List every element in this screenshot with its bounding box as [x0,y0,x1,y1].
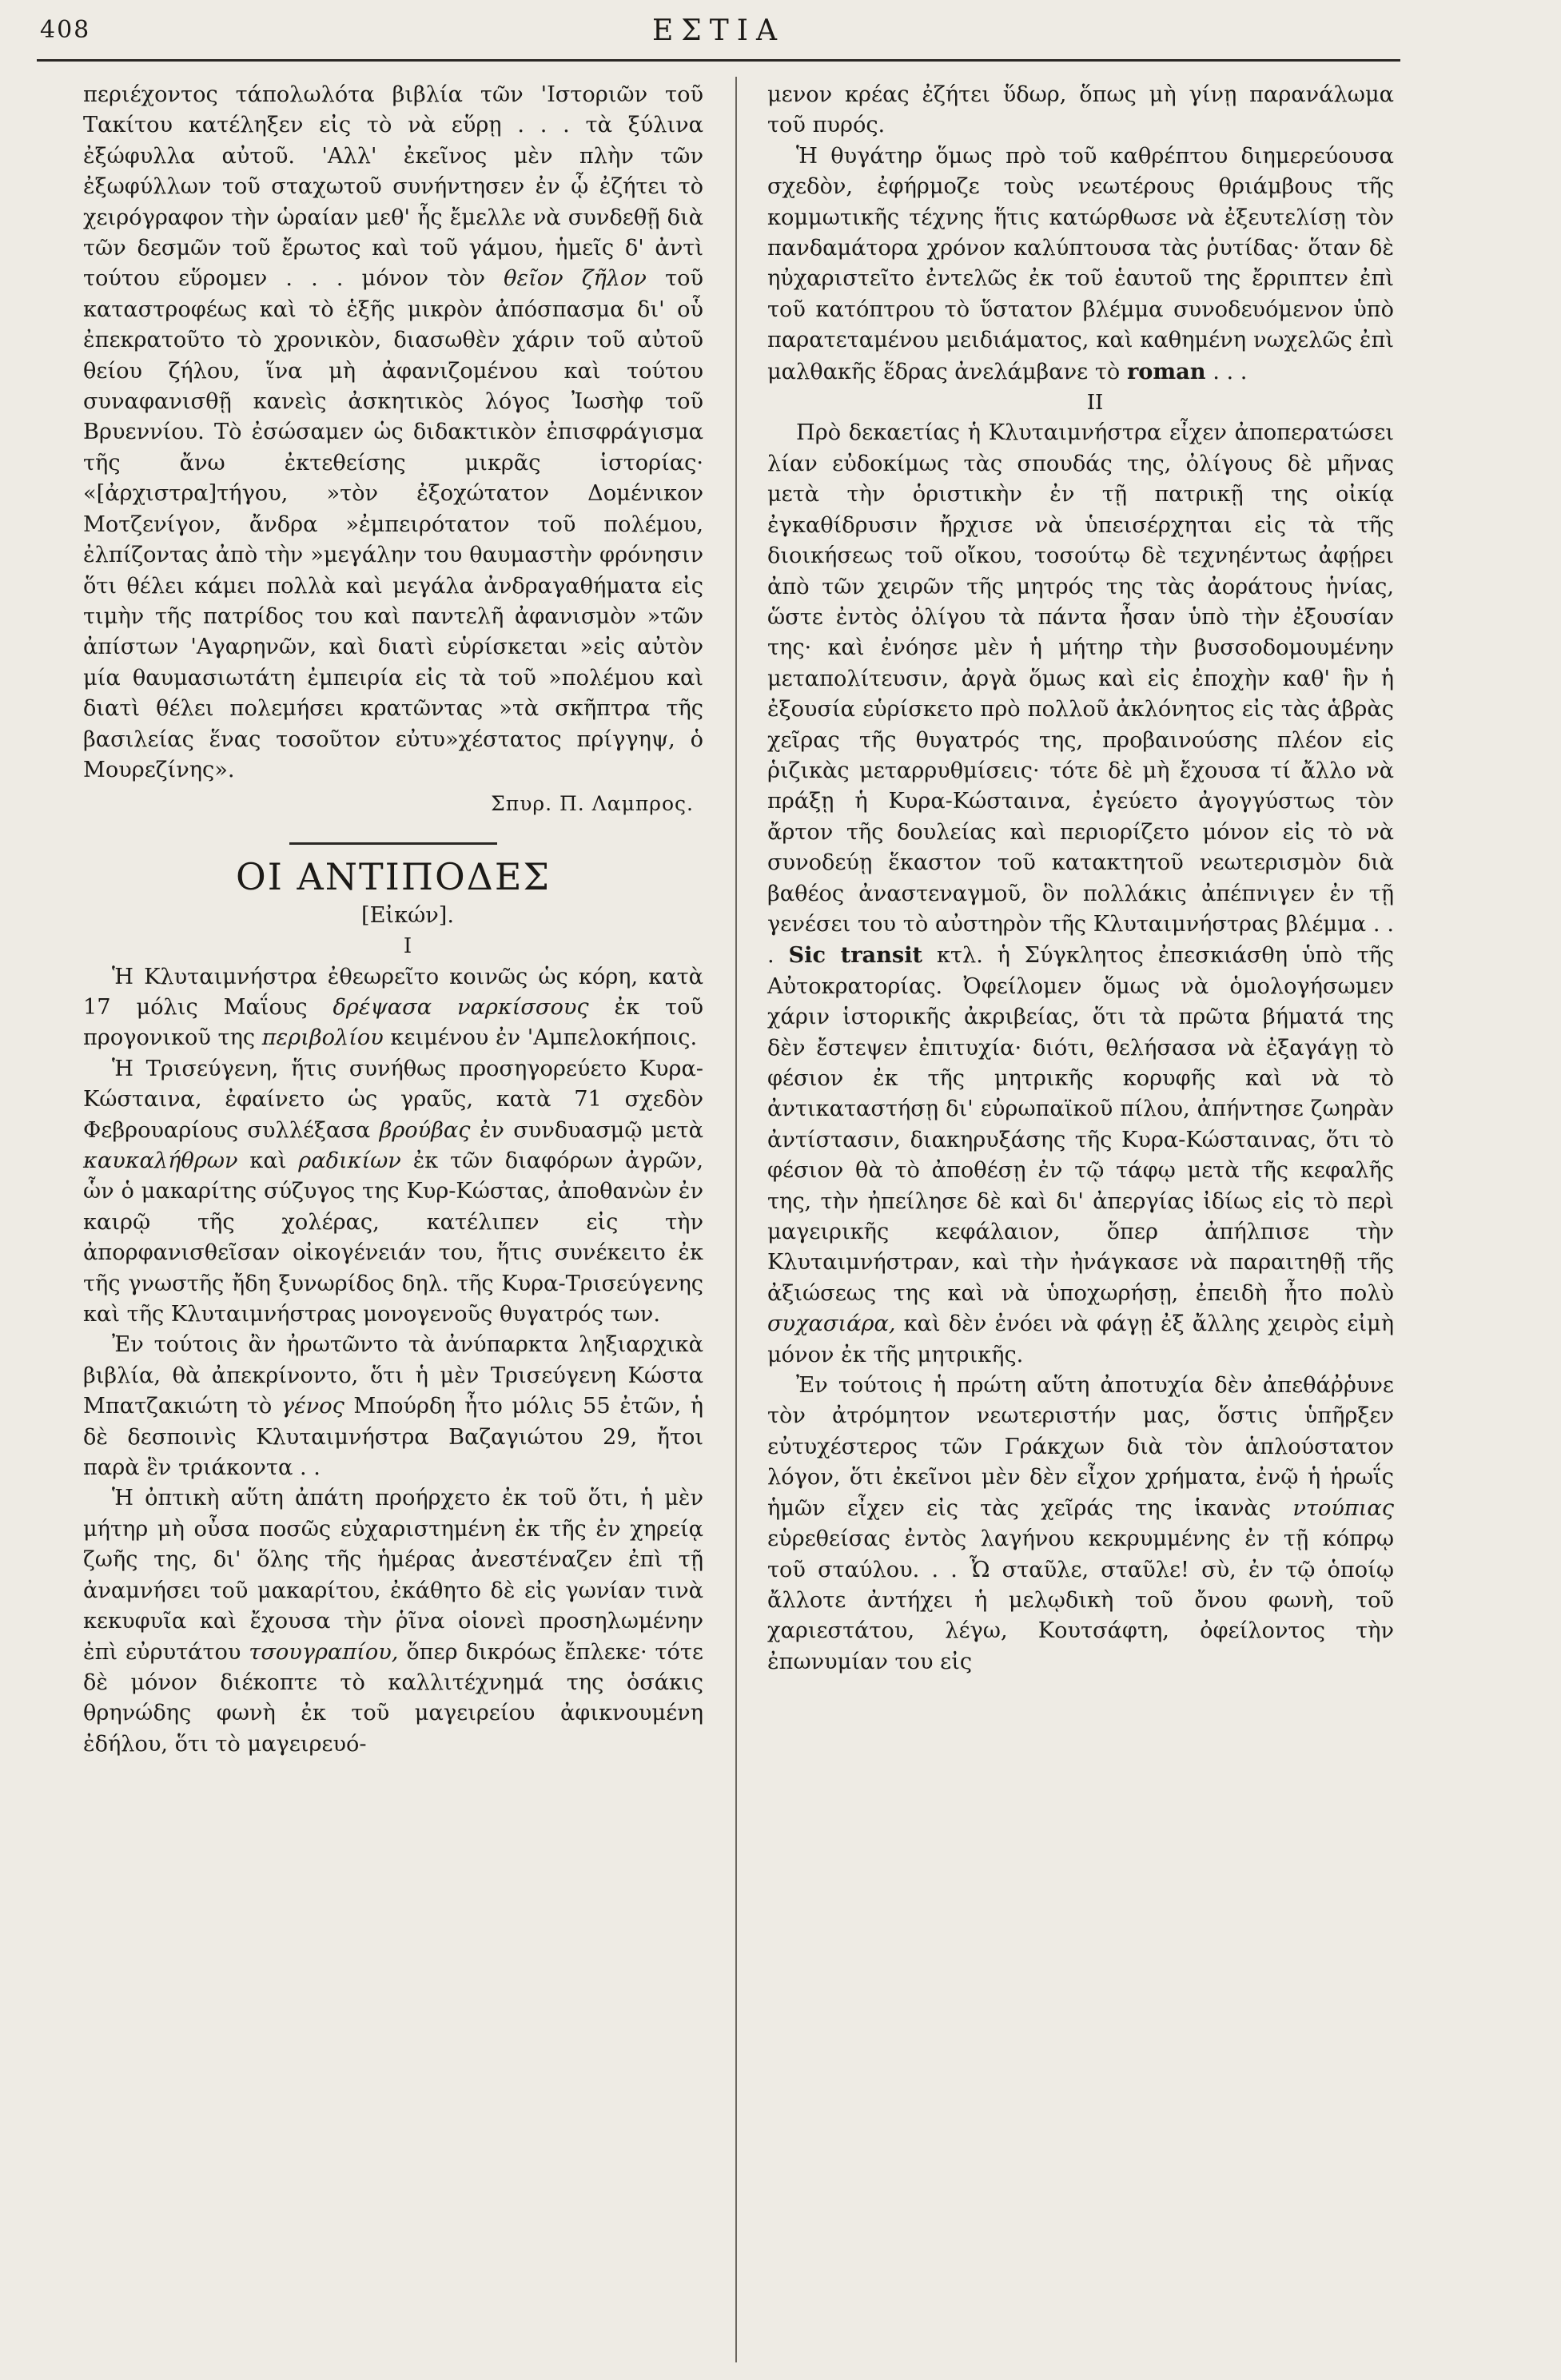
article-title: ΟΙ ΑΝΤΙΠΟΔΕΣ [236,854,551,898]
paragraph: Ἐν τούτοις ἂν ἠρωτῶντο τὰ ἀνύπαρκτα ληξιαρχικὰ βιβλία, θὰ ἀπεκρίνοντο, ὅτι ἡ μὲν Τρισεύγενη Κώστα Μπατζακιώτη τὸ γένος Μπούρδη ἦτο μόλις 55 ἐτῶν, ἡ δὲ δεσποινὶς Κλυταιμνήστρα Βαζαγιώτου 29, ἤτοι παρὰ ἓν τριάκοντα . . [83,1332,703,1481]
left-column [83,80,703,1760]
section-numeral: ΙΙ [1086,391,1104,416]
paragraph: Ἡ ὀπτικὴ αὕτη ἀπάτη προήρχετο ἐκ τοῦ ὅτι, ἡ μὲν μήτηρ μὴ οὖσα ποσῶς εὐχαριστημένη ἐκ τῆς ἐν χηρείᾳ ζωῆς της, δι' ὅλης τῆς ἡμέρας ἀνεστέναζεν ἐπὶ τῇ ἀναμνήσει τοῦ μακαρίτου, ἐκάθητο δὲ εἰς γωνίαν τινὰ κεκυφυῖα καὶ ἔχουσα τὴν ῥῖνα οἱονεὶ προσηλωμένην ἐπὶ εὐρυτάτου τσουγραπίου, ὅπερ δικρόως ἔπλεκε· τότε δὲ μόνον διέκοπτε τὸ καλλιτέχνημά της ὁσάκις θρηνώδης φωνὴ ἐκ τοῦ μαγειρείου ἀφικνουμένη ἐδήλου, ὅτι τὸ μαγειρευό- [83,1486,703,1757]
paragraph: Ἐν τούτοις ἡ πρώτη αὕτη ἀποτυχία δὲν ἀπεθάῤῥυνε τὸν ἀτρόμητον νεωτεριστήν μας, ὅστις ὑπῆρξεν εὐτυχέστερος τῶν Γράκχων διὰ τὸν ἁπλούστατον λόγον, ὅτι ἐκεῖνοι μὲν δὲν εἶχον χρήματα, ἐνῷ ἡ ἡρωΐς ἡμῶν εἶχεν εἰς τὰς χεῖράς της ἱκανὰς ντούπιας εὑρεθείσας ἐντὸς λαγήνου κεκρυμμένης ἐν τῇ κόπρῳ τοῦ σταύλου. . . Ὦ σταῦλε, σταῦλε! σὺ, ἐν τῷ ὁποίῳ ἄλλοτε ἀντήχει ἡ μελῳδικὴ τοῦ ὄνου φωνὴ, τοῦ χαριεστάτου, λέγω, Κουτσάφτη, ὀφείλοντος τὴν ἐπωνυμίαν του εἰς [767,1373,1394,1674]
italic-phrase: γένος [281,1394,344,1419]
page-header [37,11,1400,59]
italic-phrase: συχασιάρα, [767,1311,896,1337]
italic-phrase: ραδικίων [298,1148,401,1173]
column-divider [735,77,737,2362]
paragraph: περιέχοντος τάπολωλότα βιβλία τῶν 'Ιστοριῶν τοῦ Τακίτου κατέληξεν εἰς τὸ νὰ εὕρῃ . . . τὰ ξύλινα ἐξώφυλλα αὐτοῦ. 'Αλλ' ἐκεῖνος μὲν πλὴν τῶν ἐξωφύλλων τοῦ σταχωτοῦ συνήντησεν ἐν ᾧ ἐζήτει τὸ χειρόγραφον τὴν ὡραίαν μεθ' ἧς ἔμελλε νὰ συνδεθῇ διὰ τῶν δεσμῶν τοῦ ἔρωτος καὶ τοῦ γάμου, ἡμεῖς δ' ἀντὶ τούτου εὕρομεν . . . μόνον τὸν θεῖον ζῆλον τοῦ καταστροφέως καὶ τὸ ἑξῆς μικρὸν ἀπόσπασμα δι' οὗ ἐπεκρατοῦτο τὸ χρονικὸν, διασωθὲν χάριν τοῦ αὐτοῦ θείου ζήλου, ἵνα μὴ ἀφανιζομένου καὶ τούτου συναφανισθῇ κανεὶς ἀσκητικὸς λόγος Ἰωσὴφ τοῦ Βρυεννίου. Τὸ ἐσώσαμεν ὡς διδακτικὸν ἐπισφράγισμα τῆς ἄνω ἐκτεθείσης μικρᾶς ἱστορίας· «[ἀρχιστρα]τήγου, »τὸν ἐξοχώτατον Δομένικον Μοτζενίγον, ἄνδρα »ἐμπειρότατον τοῦ πολέμου, ἐλπίζοντας ἀπὸ τὴν »μεγάλην του θαυμαστὴν φρόνησιν ὅτι θέλει κάμει πολλὰ καὶ μεγάλα ἀνδραγαθήματα εἰς τιμὴν τῆς πατρίδος του καὶ παντελῆ ἀφανισμὸν »τῶν ἀπίστων 'Αγαρηνῶν, καὶ διατὶ εὑρίσκεται »εἰς αὐτὸν μία θαυμασιωτάτη ἐμπειρία εἰς τὰ τοῦ »πολέμου καὶ διατὶ θέλει πολεμήσει κρατῶντας »τὰ σκῆπτρα τῆς βασιλείας ἕνας τοσοῦτον εὐτυ»χέστατος πρίγγηψ, ὁ Μουρεζίνης». [83,82,703,782]
italic-phrase: τσουγραπίου, [249,1639,399,1665]
paragraph: Πρὸ δεκαετίας ἡ Κλυταιμνήστρα εἶχεν ἀποπερατώσει λίαν εὐδοκίμως τὰς σπουδάς της, ὀλίγους δὲ μῆνας μετὰ τὴν ὁριστικὴν ἐν τῇ πατρικῇ της οἰκίᾳ ἐγκαθίδρυσιν ἤρχισε νὰ ὑπεισέρχηται εἰς τὰ τῆς διοικήσεως τοῦ οἴκου, τοσούτῳ δὲ τεχνηέντως ἀφῄρει ἀπὸ τῶν χειρῶν τῆς μητρός της τὰς ἀοράτους ἡνίας, ὥστε ἐντὸς ὀλίγου τὰ πάντα ἦσαν ὑπὸ τὴν ἐξουσίαν της· καὶ ἐνόησε μὲν ἡ μήτηρ τὴν βυσσοδομουμένην μεταπολίτευσιν, ἀργὰ ὅμως καὶ εἰς ἐποχὴν καθ' ἣν ἡ ἐξουσία εὑρίσκετο πρὸ πολλοῦ ἀκλόνητος εἰς τὰς ἁβρὰς χεῖρας τῆς θυγατρός της, προβαινούσης πλέον εἰς ῥιζικὰς μεταρρυθμίσεις· τότε δὲ μὴ ἔχουσα τί ἄλλο νὰ πράξῃ ἡ Κυρα-Κώσταινα, ἐγεύετο ἀγογγύστως τὸν ἄρτον τῆς δουλείας καὶ περιορίζετο μόνον εἰς τὸ νὰ συνοδεύῃ ἕκαστον τοῦ κατακτητοῦ νεωτερισμὸν διὰ βαθέος ἀναστεναγμοῦ, ὃν πολλάκις ἀπέπνιγεν ἐν τῇ γενέσει του τὸ αὐστηρὸν τῆς Κλυταιμνήστρας βλέμμα . . . Sic transit κτλ. ἡ Σύγκλητος ἐπεσκιάσθη ὑπὸ τῆς Αὐτοκρατορίας. Ὀφείλομεν ὅμως νὰ ὁμολογήσωμεν χάριν ἱστορικῆς ἀκριβείας, ὅτι τὰ πρῶτα βήματά της δὲν ἔστεψεν ἐπιτυχία· διότι, θελήσασα νὰ ἐξαγάγῃ τὸ φέσιον ἐκ τῆς μητρικῆς κορυφῆς καὶ νὰ τὸ ἀντικαταστήσῃ δι' εὐρωπαϊκοῦ πίλου, ἀπήντησε ζωηρὰν ἀντίστασιν, διακηρυξάσης τῆς Κυρα-Κώσταινας, ὅτι τὸ φέσιον θὰ τὸ ἀποθέσῃ ἐν τῷ τάφῳ μετὰ τῆς κεφαλῆς της, τὴν ἠπείλησε δὲ καὶ δι' ἀπεργίας ἰδίως εἰς τὸ περὶ μαγειρικῆς κεφάλαιον, ὅπερ ἀπήλπισε τὴν Κλυταιμνήστραν, καὶ τὴν ἠνάγκασε νὰ παραιτηθῇ τῆς ἀξιώσεως της καὶ νὰ ὑποχωρήσῃ, ἐπειδὴ ἦτο πολὺ συχασιάρα, καὶ δὲν ἐνόει νὰ φάγῃ ἐξ ἄλλης χειρὸς εἰμὴ μόνον ἐκ τῆς μητρικῆς. [767,420,1394,1367]
paragraph: Ἡ Τρισεύγενη, ἥτις συνήθως προσηγορεύετο Κυρα-Κώσταινα, ἐφαίνετο ὡς γραῦς, κατὰ 71 σχεδὸν Φεβρουαρίους συλλέξασα βρούβας ἐν συνδυασμῷ μετὰ καυκαλήθρων καὶ ραδικίων ἐκ τῶν διαφόρων ἀγρῶν, ὧν ὁ μακαρίτης σύζυγος της Κυρ-Κώστας, ἀποθανὼν ἐν καιρῷ τῆς χολέρας, κατέλιπεν εἰς τὴν ἀπορφανισθεῖσαν οἰκογένειάν του, ἥτις συνέκειτο ἐκ τῆς γνωστῆς ἤδη ξυνωρίδος δηλ. τῆς Κυρα-Τρισεύγενης καὶ τῆς Κλυταιμνήστρας μονογενοῦς θυγατρός των. [83,1056,703,1327]
italic-phrase: δρέψασα ναρκίσσους [333,994,589,1020]
italic-phrase: θεῖον ζῆλον [504,266,647,292]
bold-word: roman [1126,358,1206,384]
italic-phrase: ντούπιας [1292,1495,1394,1521]
italic-phrase: καυκαλήθρων [83,1148,238,1173]
journal-name: ΕΣΤΙΑ [652,14,785,47]
bold-phrase: Sic transit [788,942,923,969]
author-signature: Σπυρ. Π. Λαμπρος. [491,792,694,816]
italic-phrase: περιβολίου [261,1025,384,1051]
page-number: 408 [40,16,91,44]
article-subtitle: [Εἰκών]. [360,902,455,928]
header-rule [37,59,1400,62]
italic-phrase: βρούβας [379,1117,471,1143]
paragraph: Ἡ θυγάτηρ ὅμως πρὸ τοῦ καθρέπτου διημερεύουσα σχεδὸν, ἐφήρμοζε τοὺς νεωτέρους θριάμβους τῆς κομμωτικῆς τέχνης ἥτις κατώρθωσε νὰ ἐξευτελίσῃ τὸν πανδαμάτορα χρόνον καλύπτουσα τὰς ῥυτίδας· ὅταν δὲ ηὐχαριστεῖτο ἐντελῶς ἐκ τοῦ ἑαυτοῦ της ἔρριπτεν ἐπὶ τοῦ κατόπτρου τὸ ὕστατον βλέμμα συνοδευόμενον ὑπὸ παρατεταμένου μειδιάματος, καὶ καθημένη νωχελῶς ἐπὶ μαλθακῆς ἕδρας ἀνελάμβανε τὸ roman . . . [767,143,1394,384]
paragraph: Ἡ Κλυταιμνήστρα ἐθεωρεῖτο κοινῶς ὡς κόρη, κατὰ 17 μόλις Μαΐους δρέψασα ναρκίσσους ἐκ τοῦ προγονικοῦ της περιβολίου κειμένου ἐν 'Αμπελοκήποις. [83,964,703,1051]
section-numeral: Ι [403,934,412,959]
section-rule [289,842,497,845]
paragraph: μενον κρέας ἐζήτει ὕδωρ, ὅπως μὴ γίνῃ παρανάλωμα τοῦ πυρός. [767,82,1394,138]
right-column [767,80,1394,1678]
